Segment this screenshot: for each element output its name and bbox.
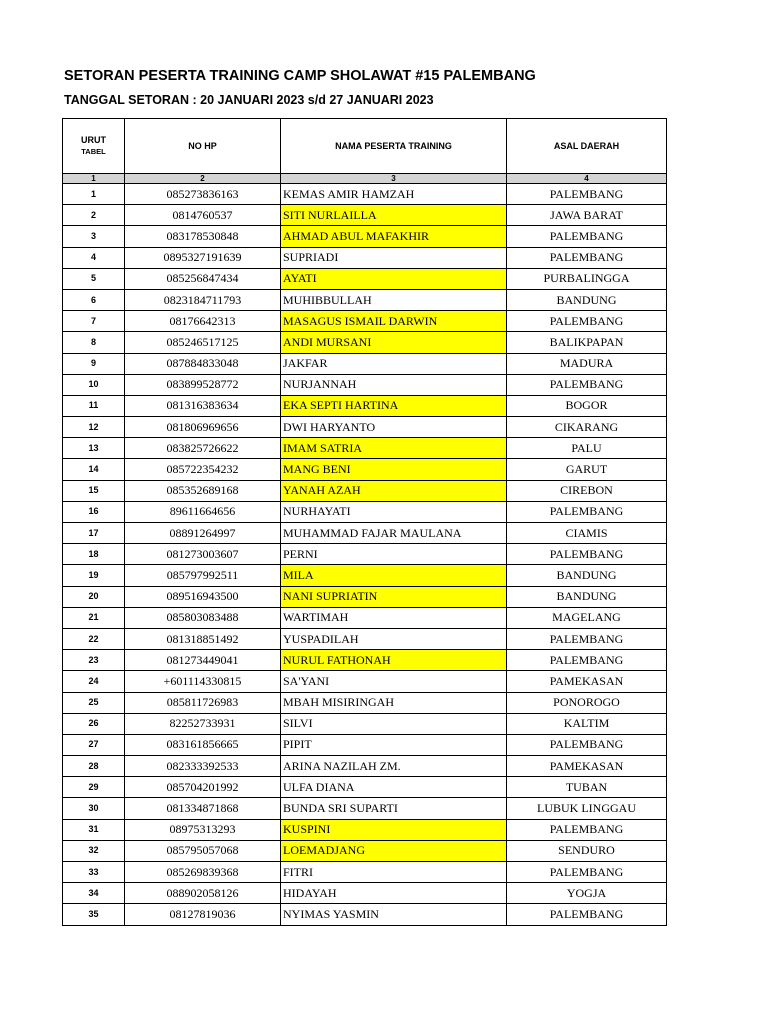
origin-region: JAWA BARAT (507, 205, 667, 226)
column-index: 3 (281, 174, 507, 184)
phone-number: 085797992511 (125, 565, 281, 586)
table-row (63, 523, 667, 544)
row-number: 26 (63, 713, 125, 734)
participant-name: YANAH AZAH (281, 480, 507, 501)
header-nama: NAMA PESERTA TRAINING (281, 119, 507, 174)
participant-name: MUHIBBULLAH (281, 289, 507, 310)
participant-name: NURHAYATI (281, 501, 507, 522)
document-title: SETORAN PESERTA TRAINING CAMP SHOLAWAT #15 PALEMBANG (64, 68, 536, 84)
origin-region: PONOROGO (507, 692, 667, 713)
participant-name: MASAGUS ISMAIL DARWIN (281, 311, 507, 332)
phone-number: 085811726983 (125, 692, 281, 713)
origin-region: PALEMBANG (507, 501, 667, 522)
phone-number: 0823184711793 (125, 289, 281, 310)
row-number: 8 (63, 332, 125, 353)
origin-region: YOGJA (507, 883, 667, 904)
table-row (63, 268, 667, 289)
phone-number: 087884833048 (125, 353, 281, 374)
participant-name: MUHAMMAD FAJAR MAULANA (281, 523, 507, 544)
row-number: 11 (63, 395, 125, 416)
header-hp: NO HP (125, 119, 281, 174)
table-row (63, 480, 667, 501)
row-number: 24 (63, 671, 125, 692)
participant-name: DWI HARYANTO (281, 417, 507, 438)
row-number: 21 (63, 607, 125, 628)
header-urut (63, 119, 125, 174)
phone-number: 085256847434 (125, 268, 281, 289)
row-number: 10 (63, 374, 125, 395)
column-index: 2 (125, 174, 281, 184)
table-row (63, 184, 667, 205)
origin-region: BANDUNG (507, 289, 667, 310)
participant-name: PERNI (281, 544, 507, 565)
origin-region: KALTIM (507, 713, 667, 734)
origin-region: GARUT (507, 459, 667, 480)
participant-name: AHMAD ABUL MAFAKHIR (281, 226, 507, 247)
phone-number: 081273449041 (125, 650, 281, 671)
table-row (63, 565, 667, 586)
row-number: 27 (63, 734, 125, 755)
table-row (63, 395, 667, 416)
participant-name: MANG BENI (281, 459, 507, 480)
participant-name: FITRI (281, 862, 507, 883)
table-row (63, 353, 667, 374)
participant-name: SA'YANI (281, 671, 507, 692)
phone-number: 085722354232 (125, 459, 281, 480)
row-number: 7 (63, 311, 125, 332)
table-row (63, 671, 667, 692)
row-number: 13 (63, 438, 125, 459)
phone-number: 085246517125 (125, 332, 281, 353)
participant-name: KEMAS AMIR HAMZAH (281, 184, 507, 205)
phone-number: 08176642313 (125, 311, 281, 332)
document-subtitle: TANGGAL SETORAN : 20 JANUARI 2023 s/d 27 JANUARI 2023 (64, 93, 434, 107)
participant-name: SUPRIADI (281, 247, 507, 268)
table-row (63, 734, 667, 755)
table-row (63, 756, 667, 777)
row-number: 20 (63, 586, 125, 607)
participant-name: MBAH MISIRINGAH (281, 692, 507, 713)
phone-number: 085352689168 (125, 480, 281, 501)
participant-name: NANI SUPRIATIN (281, 586, 507, 607)
origin-region: PALEMBANG (507, 184, 667, 205)
participant-name: ANDI MURSANI (281, 332, 507, 353)
table-row (63, 417, 667, 438)
table-row (63, 247, 667, 268)
table-row (63, 883, 667, 904)
phone-number: 085704201992 (125, 777, 281, 798)
row-number: 23 (63, 650, 125, 671)
origin-region: PALEMBANG (507, 862, 667, 883)
phone-number: 082333392533 (125, 756, 281, 777)
table-row (63, 862, 667, 883)
origin-region: LUBUK LINGGAU (507, 798, 667, 819)
participant-name: NYIMAS YASMIN (281, 904, 507, 925)
row-number: 29 (63, 777, 125, 798)
table-row (63, 501, 667, 522)
phone-number: 081273003607 (125, 544, 281, 565)
phone-number: 089516943500 (125, 586, 281, 607)
phone-number: 083899528772 (125, 374, 281, 395)
column-index: 1 (63, 174, 125, 184)
participant-name: MILA (281, 565, 507, 586)
participant-name: JAKFAR (281, 353, 507, 374)
row-number: 14 (63, 459, 125, 480)
row-number: 17 (63, 523, 125, 544)
origin-region: PAMEKASAN (507, 671, 667, 692)
origin-region: MAGELANG (507, 607, 667, 628)
row-number: 15 (63, 480, 125, 501)
table-row (63, 205, 667, 226)
participant-name: NURUL FATHONAH (281, 650, 507, 671)
participant-name: IMAM SATRIA (281, 438, 507, 459)
origin-region: PALEMBANG (507, 311, 667, 332)
participant-name: NURJANNAH (281, 374, 507, 395)
phone-number: 89611664656 (125, 501, 281, 522)
phone-number: 081318851492 (125, 628, 281, 649)
table-row (63, 650, 667, 671)
table-row (63, 332, 667, 353)
origin-region: PALEMBANG (507, 544, 667, 565)
phone-number: 08891264997 (125, 523, 281, 544)
row-number: 33 (63, 862, 125, 883)
phone-number: 083825726622 (125, 438, 281, 459)
origin-region: PAMEKASAN (507, 756, 667, 777)
row-number: 4 (63, 247, 125, 268)
participant-name: SILVI (281, 713, 507, 734)
phone-number: 08975313293 (125, 819, 281, 840)
origin-region: BOGOR (507, 395, 667, 416)
origin-region: PALEMBANG (507, 819, 667, 840)
row-number: 18 (63, 544, 125, 565)
participant-name: LOEMADJANG (281, 840, 507, 861)
column-index-row (63, 174, 667, 184)
row-number: 25 (63, 692, 125, 713)
participant-name: PIPIT (281, 734, 507, 755)
origin-region: CIAMIS (507, 523, 667, 544)
table-row (63, 692, 667, 713)
origin-region: MADURA (507, 353, 667, 374)
phone-number: 0814760537 (125, 205, 281, 226)
phone-number: 085795057068 (125, 840, 281, 861)
participant-table (62, 118, 667, 926)
table-row (63, 628, 667, 649)
table-row (63, 607, 667, 628)
origin-region: TUBAN (507, 777, 667, 798)
origin-region: PALEMBANG (507, 734, 667, 755)
phone-number: 085273836163 (125, 184, 281, 205)
phone-number: 083178530848 (125, 226, 281, 247)
table-row (63, 226, 667, 247)
origin-region: PALU (507, 438, 667, 459)
row-number: 1 (63, 184, 125, 205)
row-number: 9 (63, 353, 125, 374)
table-row (63, 289, 667, 310)
phone-number: 08127819036 (125, 904, 281, 925)
column-index: 4 (507, 174, 667, 184)
origin-region: BANDUNG (507, 586, 667, 607)
header-urut-sub: TABEL (81, 147, 106, 156)
phone-number: 085269839368 (125, 862, 281, 883)
participant-name: YUSPADILAH (281, 628, 507, 649)
row-number: 32 (63, 840, 125, 861)
phone-number: 0895327191639 (125, 247, 281, 268)
table-row (63, 311, 667, 332)
header-asal: ASAL DAERAH (507, 119, 667, 174)
origin-region: PALEMBANG (507, 226, 667, 247)
phone-number: 085803083488 (125, 607, 281, 628)
origin-region: PURBALINGGA (507, 268, 667, 289)
row-number: 31 (63, 819, 125, 840)
table-row (63, 840, 667, 861)
row-number: 19 (63, 565, 125, 586)
participant-name: HIDAYAH (281, 883, 507, 904)
table-row (63, 798, 667, 819)
origin-region: CIREBON (507, 480, 667, 501)
table-row (63, 586, 667, 607)
origin-region: SENDURO (507, 840, 667, 861)
participant-name: BUNDA SRI SUPARTI (281, 798, 507, 819)
origin-region: BANDUNG (507, 565, 667, 586)
phone-number: 081316383634 (125, 395, 281, 416)
participant-name: ARINA NAZILAH ZM. (281, 756, 507, 777)
row-number: 12 (63, 417, 125, 438)
phone-number: 081334871868 (125, 798, 281, 819)
table-row (63, 819, 667, 840)
table-row (63, 777, 667, 798)
row-number: 5 (63, 268, 125, 289)
row-number: 28 (63, 756, 125, 777)
participant-name: SITI NURLAILLA (281, 205, 507, 226)
participant-name: AYATI (281, 268, 507, 289)
phone-number: 088902058126 (125, 883, 281, 904)
row-number: 35 (63, 904, 125, 925)
phone-number: 081806969656 (125, 417, 281, 438)
row-number: 3 (63, 226, 125, 247)
origin-region: BALIKPAPAN (507, 332, 667, 353)
origin-region: PALEMBANG (507, 650, 667, 671)
row-number: 2 (63, 205, 125, 226)
origin-region: PALEMBANG (507, 247, 667, 268)
origin-region: PALEMBANG (507, 374, 667, 395)
row-number: 30 (63, 798, 125, 819)
phone-number: 083161856665 (125, 734, 281, 755)
origin-region: CIKARANG (507, 417, 667, 438)
table-row (63, 438, 667, 459)
phone-number: +601114330815 (125, 671, 281, 692)
participant-name: ULFA DIANA (281, 777, 507, 798)
table-row (63, 544, 667, 565)
table-row (63, 374, 667, 395)
row-number: 16 (63, 501, 125, 522)
participant-name: EKA SEPTI HARTINA (281, 395, 507, 416)
table-header-row (63, 119, 667, 174)
table-row (63, 713, 667, 734)
table-row (63, 904, 667, 925)
header-urut-label: URUT (81, 135, 106, 145)
origin-region: PALEMBANG (507, 904, 667, 925)
table-row (63, 459, 667, 480)
participant-name: KUSPINI (281, 819, 507, 840)
row-number: 22 (63, 628, 125, 649)
row-number: 6 (63, 289, 125, 310)
row-number: 34 (63, 883, 125, 904)
phone-number: 82252733931 (125, 713, 281, 734)
origin-region: PALEMBANG (507, 628, 667, 649)
participant-name: WARTIMAH (281, 607, 507, 628)
